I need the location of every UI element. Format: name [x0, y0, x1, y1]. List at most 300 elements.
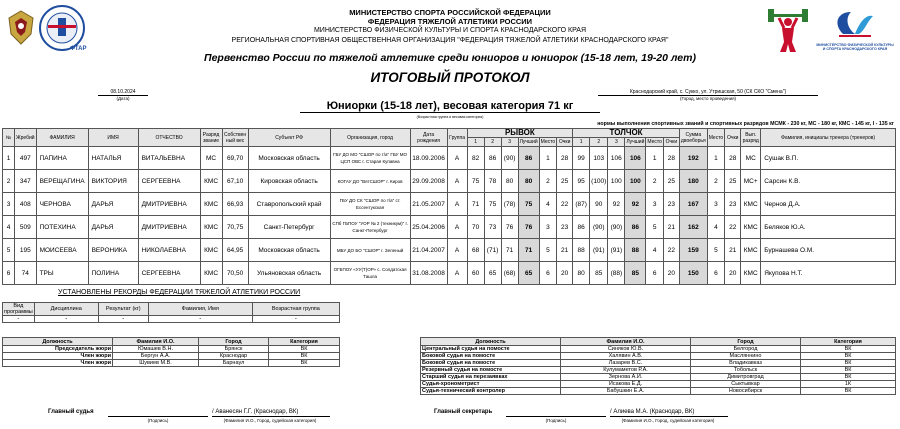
cell-snatch-3: (90) — [501, 147, 518, 170]
cell-snatch-place: 4 — [539, 193, 557, 216]
jury-cat: ВК — [269, 346, 340, 353]
cell-cj-2: 90 — [590, 193, 608, 216]
cell-snatch-1: 82 — [467, 147, 484, 170]
jury-role: Член жюри — [3, 360, 113, 367]
referee-role: Резервный судья на помосте — [421, 367, 561, 374]
cell-snatch-points: 20 — [557, 262, 573, 285]
cell-snatch-points: 25 — [557, 170, 573, 193]
cell-snatch-3: 71 — [501, 239, 518, 262]
col-org: Организация, город — [330, 129, 410, 147]
referee-cat: ВК — [801, 388, 896, 395]
cell-birth: 31.08.2008 — [410, 262, 447, 285]
chief-secretary-sign-line — [506, 416, 606, 417]
cell-coach: Чернов Д.А. — [761, 193, 896, 216]
table-row — [3, 316, 340, 323]
cell-cj-3: (88) — [608, 262, 625, 285]
cell-total-points: 20 — [725, 262, 741, 285]
col-coaches: Фамилия, инициалы тренера (тренеров) — [761, 129, 896, 147]
cell-snatch-1: 75 — [467, 170, 484, 193]
cell-cj-1: 99 — [573, 147, 590, 170]
cell-cj-place: 2 — [646, 170, 664, 193]
cell-done-rank: КМС — [741, 262, 761, 285]
cell-name: НАТАЛЬЯ — [88, 147, 138, 170]
cell-done-rank: КМС — [741, 193, 761, 216]
table-row — [421, 367, 896, 374]
col-group: Группа — [447, 129, 467, 147]
cell-snatch-2: (71) — [484, 239, 501, 262]
cell-snatch-best: 76 — [518, 216, 539, 239]
cell-snatch-best: 65 — [518, 262, 539, 285]
cell-total-place: 6 — [707, 262, 725, 285]
referee-fio: Синяков Ю.В. — [561, 346, 691, 353]
event-place-caption: (Город, место проведения) — [679, 96, 737, 101]
table-row — [3, 170, 896, 193]
chief-judge-sign-line — [108, 416, 208, 417]
cell-birth: 21.05.2007 — [410, 193, 447, 216]
weightlifter-logo — [768, 8, 808, 54]
event-place: Краснодарский край, с. Сукко, ул. Утришская, 50 (СК СКО "Смена") — [598, 89, 818, 96]
cell-cj-2: (91) — [590, 239, 608, 262]
cell-snatch-points: 22 — [557, 193, 573, 216]
table-row — [3, 262, 896, 285]
results-header-row — [3, 129, 896, 138]
referees-header-row — [421, 338, 896, 346]
referee-cat: ВК — [801, 367, 896, 374]
cell-cj-best: 88 — [625, 239, 646, 262]
cell-snatch-best: 80 — [518, 170, 539, 193]
referee-city: Сыктывкар — [691, 381, 801, 388]
jury-fio: Юмашев В.Н. — [113, 346, 199, 353]
referee-fio: Бабушкин Е.А. — [561, 388, 691, 395]
cell-snatch-2: 73 — [484, 216, 501, 239]
cell-cj-best: 106 — [625, 147, 646, 170]
cell-cj-1: 88 — [573, 239, 590, 262]
cell-cj-1: 95 — [573, 170, 590, 193]
referee-role: Центральный судья на помосте — [421, 346, 561, 353]
cell-snatch-points: 21 — [557, 239, 573, 262]
cell-num: 5 — [3, 239, 15, 262]
cell-total-place: 4 — [707, 216, 725, 239]
jury-cat: ВК — [269, 353, 340, 360]
snatch-best: Лучший — [519, 139, 538, 145]
cell-total-place: 2 — [707, 170, 725, 193]
cell-cj-best: 100 — [625, 170, 646, 193]
cell-surname: МОИСЕЕВА — [36, 239, 88, 262]
referee-fio: Кулумаметов Р.А. — [561, 367, 691, 374]
cell-cj-points: 22 — [663, 239, 679, 262]
referee-role: Судья-технический контролер — [421, 388, 561, 395]
snatch-attempt-3: 3 — [501, 138, 518, 147]
cell-cj-place: 3 — [646, 193, 664, 216]
col-patronymic: ОТЧЕСТВО — [138, 129, 200, 147]
referee-city: Владикавказ — [691, 360, 801, 367]
cell-total: 150 — [679, 262, 707, 285]
cell-snatch-3: (78) — [501, 193, 518, 216]
cell-snatch-place: 5 — [539, 239, 557, 262]
col-region: Субъект РФ — [248, 129, 330, 147]
cell-total-points: 25 — [725, 170, 741, 193]
cell-snatch-best: 75 — [518, 193, 539, 216]
cj-attempt-1: 1 — [573, 138, 590, 147]
cell-patronymic: ВИТАЛЬЕВНА — [138, 147, 200, 170]
referees-col-cat: Категория — [801, 338, 896, 346]
table-row — [421, 346, 896, 353]
referee-city: Тобольск — [691, 367, 801, 374]
referees-col-role: Должность — [421, 338, 561, 346]
chief-judge-name-line — [212, 416, 330, 417]
cell-coach: Сарсин К.В. — [761, 170, 896, 193]
referee-city: Димитровград — [691, 374, 801, 381]
cell-group: А — [447, 170, 467, 193]
cj-attempt-2: 2 — [590, 138, 608, 147]
cj-points: Очки — [663, 138, 679, 147]
cell-total-place: 1 — [707, 147, 725, 170]
col-done-rank: Вып. разряд — [741, 129, 761, 147]
cell-snatch-place: 6 — [539, 262, 557, 285]
cell-cj-1: 80 — [573, 262, 590, 285]
jury-city: Краснодар — [199, 353, 269, 360]
cell-snatch-place: 1 — [539, 147, 557, 170]
col-rank: Разряд звание — [200, 129, 222, 147]
records-cell-age: - — [252, 316, 339, 323]
referee-role: Боковой судья на помосте — [421, 353, 561, 360]
col-surname: ФАМИЛИЯ — [36, 129, 88, 147]
col-total: Сумма двоеборья — [679, 129, 707, 147]
table-row — [3, 346, 340, 353]
cell-lot: 195 — [15, 239, 37, 262]
records-cell-result: - — [98, 316, 148, 323]
cell-birth: 21.04.2007 — [410, 239, 447, 262]
referee-cat: ВК — [801, 360, 896, 367]
cell-snatch-2: 86 — [484, 147, 501, 170]
cell-snatch-points: 23 — [557, 216, 573, 239]
jury-role: Член жюри — [3, 353, 113, 360]
cell-name: ВИКТОРИЯ — [88, 170, 138, 193]
jury-city: Барнаул — [199, 360, 269, 367]
cell-cj-1: 86 — [573, 216, 590, 239]
cell-lot: 74 — [15, 262, 37, 285]
cell-cj-place: 1 — [646, 147, 664, 170]
cell-org: КОГАУ ДО "ВятСШОР" г. Киров — [330, 170, 410, 193]
cell-weight: 70,50 — [222, 262, 248, 285]
records-cell-fio: - — [148, 316, 252, 323]
jury-fio: Шувиев М.В. — [113, 360, 199, 367]
cell-snatch-best: 86 — [518, 147, 539, 170]
col-weight: Собствен ный вес — [222, 129, 248, 147]
records-header-row — [3, 303, 340, 316]
russian-emblem-logo — [6, 8, 36, 48]
cell-total-points: 21 — [725, 239, 741, 262]
referee-fio: Зернова А.И. — [561, 374, 691, 381]
cell-coach: Беляков Ю.А. — [761, 216, 896, 239]
cell-weight: 64,95 — [222, 239, 248, 262]
cell-region: Санкт-Петербург — [248, 216, 330, 239]
category-title: Юниорки (15-18 лет), весовая категория 71 кг — [300, 100, 600, 113]
cell-snatch-3: 76 — [501, 216, 518, 239]
cell-cj-points: 21 — [663, 216, 679, 239]
cell-surname: ТРЫ — [36, 262, 88, 285]
col-birth: Дата рождения — [410, 129, 447, 147]
referee-city: Новосибирск — [691, 388, 801, 395]
cell-name: ДАРЬЯ — [88, 216, 138, 239]
cell-num: 1 — [3, 147, 15, 170]
cell-snatch-1: 70 — [467, 216, 484, 239]
jury-role: Председатель жюри — [3, 346, 113, 353]
cell-total-place: 3 — [707, 193, 725, 216]
cell-snatch-2: 75 — [484, 193, 501, 216]
cell-birth: 18.09.2006 — [410, 147, 447, 170]
cell-coach: Бурнашева О.М. — [761, 239, 896, 262]
cell-patronymic: ДМИТРИЕВНА — [138, 216, 200, 239]
cell-lot: 509 — [15, 216, 37, 239]
cell-total-points: 23 — [725, 193, 741, 216]
header-line-1: МИНИСТЕРСТВО СПОРТА РОССИЙСКОЙ ФЕДЕРАЦИИ — [349, 8, 551, 17]
cell-total-points: 28 — [725, 147, 741, 170]
cell-cj-place: 5 — [646, 216, 664, 239]
cell-name: ВЕРОНИКА — [88, 239, 138, 262]
cell-patronymic: НИКОЛАЕВНА — [138, 239, 200, 262]
cell-cj-2: (100) — [590, 170, 608, 193]
cell-weight: 69,70 — [222, 147, 248, 170]
chief-judge-label: Главный судья — [48, 409, 94, 415]
event-date-caption: (Дата) — [116, 96, 130, 101]
cell-snatch-2: 78 — [484, 170, 501, 193]
cell-done-rank: КМС — [741, 216, 761, 239]
cell-cj-3: 92 — [608, 193, 625, 216]
jury-cat: ВК — [269, 360, 340, 367]
cell-lot: 347 — [15, 170, 37, 193]
records-col-age: Возрастная группа — [252, 303, 339, 316]
cell-org: ОГБПОУ «УУ(Т)ОР» с. Солдатская Ташла — [330, 262, 410, 285]
jury-col-city: Город — [199, 338, 269, 346]
cell-total-points: 22 — [725, 216, 741, 239]
referees-col-fio: Фамилия И.О. — [561, 338, 691, 346]
cell-snatch-best: 71 — [518, 239, 539, 262]
cell-total-place: 5 — [707, 239, 725, 262]
cell-num: 4 — [3, 216, 15, 239]
cell-group: А — [447, 216, 467, 239]
referees-col-city: Город — [691, 338, 801, 346]
cell-weight: 70,75 — [222, 216, 248, 239]
ftar-logo: ФТАР — [70, 46, 87, 52]
event-date: 08.10.2024 — [98, 89, 148, 96]
cell-cj-2: (90) — [590, 216, 608, 239]
cell-patronymic: ДМИТРИЕВНА — [138, 193, 200, 216]
records-col-type: Вид программы — [4, 303, 33, 315]
cell-snatch-3: (68) — [501, 262, 518, 285]
cell-snatch-1: 60 — [467, 262, 484, 285]
cell-cj-place: 6 — [646, 262, 664, 285]
cell-region: Ульяновская область — [248, 262, 330, 285]
col-snatch: РЫВОК — [467, 129, 573, 138]
cell-snatch-place: 2 — [539, 170, 557, 193]
cell-num: 3 — [3, 193, 15, 216]
cell-cj-best: 85 — [625, 262, 646, 285]
cell-rank: КМС — [200, 193, 222, 216]
referee-role: Старший судья на перезаявках — [421, 374, 561, 381]
cell-coach: Якупова Н.Т. — [761, 262, 896, 285]
cell-weight: 67,10 — [222, 170, 248, 193]
cell-region: Кировская область — [248, 170, 330, 193]
cell-org: ГБУ ДО МО "СШОР по т/а" ГБУ МО ЦСП ОВС г. Старая Купавна — [330, 147, 410, 170]
cell-cj-3: (91) — [608, 239, 625, 262]
records-table — [2, 302, 340, 323]
cell-done-rank: КМС — [741, 239, 761, 262]
cell-snatch-2: 65 — [484, 262, 501, 285]
referee-fio: Лазарев В.С. — [561, 360, 691, 367]
referee-role: Боковой судья на помосте — [421, 360, 561, 367]
jury-table — [2, 337, 340, 367]
referee-cat: ВК — [801, 346, 896, 353]
cell-org: ГБУ ДО СК "СШОР по т/а" ст. Ессентукская — [330, 193, 410, 216]
chief-secretary-label: Главный секретарь — [434, 409, 493, 415]
cell-total: 167 — [679, 193, 707, 216]
cell-cj-points: 20 — [663, 262, 679, 285]
cell-cj-best: 86 — [625, 216, 646, 239]
cell-coach: Сушак В.П. — [761, 147, 896, 170]
col-total-place: Место — [707, 129, 725, 147]
cell-rank: КМС — [200, 239, 222, 262]
cell-region: Московская область — [248, 239, 330, 262]
cell-weight: 66,93 — [222, 193, 248, 216]
records-cell-discipline: - — [34, 316, 98, 323]
table-row — [3, 239, 896, 262]
protocol-title: ИТОГОВЫЙ ПРОТОКОЛ — [370, 70, 530, 85]
table-row — [421, 353, 896, 360]
cj-best: Лучший — [626, 139, 645, 145]
cell-region: Московская область — [248, 147, 330, 170]
referee-cat: 1К — [801, 381, 896, 388]
cell-cj-3: 106 — [608, 147, 625, 170]
table-row — [3, 216, 896, 239]
referee-cat: ВК — [801, 353, 896, 360]
table-row — [421, 374, 896, 381]
col-total-points: Очки — [725, 129, 741, 147]
cj-attempt-3: 3 — [608, 138, 625, 147]
table-row — [3, 147, 896, 170]
records-cell-type: - — [3, 316, 35, 323]
weightlifting-federation-round-logo — [38, 4, 86, 52]
cell-snatch-points: 28 — [557, 147, 573, 170]
col-lot: Жребий — [15, 129, 37, 147]
header-line-4: РЕГИОНАЛЬНАЯ СПОРТИВНАЯ ОБЩЕСТВЕННАЯ ОРГАНИЗАЦИЯ "ФЕДЕРАЦИЯ ТЯЖЕЛОЙ АТЛЕТИКИ КРАСНОДАРСКОГО КРАЯ" — [231, 37, 669, 44]
cell-group: А — [447, 147, 467, 170]
header-line-2: ФЕДЕРАЦИЯ ТЯЖЕЛОЙ АТЛЕТИКИ РОССИИ — [367, 17, 533, 26]
chief-judge-sign-caption: (Подпись) — [147, 418, 169, 423]
cell-surname: ПАПИНА — [36, 147, 88, 170]
jury-col-role: Должность — [3, 338, 113, 346]
cell-cj-3: 100 — [608, 170, 625, 193]
results-table — [2, 128, 896, 285]
chief-judge-fio-caption: (Фамилия И.О., Город, судейская категория) — [223, 418, 317, 423]
cell-total: 180 — [679, 170, 707, 193]
table-row — [3, 360, 340, 367]
records-col-result: Результат (кг) — [98, 303, 148, 316]
cell-cj-points: 28 — [663, 147, 679, 170]
cell-snatch-place: 3 — [539, 216, 557, 239]
ministry-krasnodar-logo: МИНИСТЕРСТВО ФИЗИЧЕСКОЙ КУЛЬТУРЫ И СПОРТА КРАСНОДАРСКОГО КРАЯ — [815, 8, 895, 58]
snatch-attempt-1: 1 — [467, 138, 484, 147]
cell-surname: ЧЕРНОВА — [36, 193, 88, 216]
cell-snatch-1: 71 — [467, 193, 484, 216]
cell-cj-best: 92 — [625, 193, 646, 216]
cell-num: 6 — [3, 262, 15, 285]
cell-surname: ВЕРЕЩАГИНА — [36, 170, 88, 193]
cell-total: 162 — [679, 216, 707, 239]
cell-name: ПОЛИНА — [88, 262, 138, 285]
cell-birth: 29.09.2008 — [410, 170, 447, 193]
cell-lot: 408 — [15, 193, 37, 216]
referee-city: Масляннино — [691, 353, 801, 360]
table-row — [421, 381, 896, 388]
jury-fio: Бергун А.А. — [113, 353, 199, 360]
cell-snatch-1: 68 — [467, 239, 484, 262]
cell-birth: 25.04.2006 — [410, 216, 447, 239]
cell-rank: МС — [200, 147, 222, 170]
col-clean-jerk: ТОЛЧОК — [573, 129, 680, 138]
cell-group: А — [447, 239, 467, 262]
cell-org: МБУ ДО БО "СШОР" г. Зеленый — [330, 239, 410, 262]
table-row — [421, 388, 896, 395]
jury-city: Брянск — [199, 346, 269, 353]
cell-num: 2 — [3, 170, 15, 193]
records-col-fio: Фамилия, Имя — [148, 303, 252, 316]
table-row — [3, 353, 340, 360]
cell-cj-points: 23 — [663, 193, 679, 216]
col-name: ИМЯ — [88, 129, 138, 147]
chief-secretary-fio-caption: (Фамилия И.О., Город, судейская категория) — [621, 418, 715, 423]
cell-region: Ставропольский край — [248, 193, 330, 216]
cell-lot: 497 — [15, 147, 37, 170]
cell-group: А — [447, 262, 467, 285]
cell-group: А — [447, 193, 467, 216]
cell-cj-place: 4 — [646, 239, 664, 262]
cell-rank: КМС — [200, 170, 222, 193]
cell-cj-2: 85 — [590, 262, 608, 285]
cell-cj-points: 25 — [663, 170, 679, 193]
table-row — [3, 193, 896, 216]
referee-role: Судья-хронометрист — [421, 381, 561, 388]
referee-fio: Халявин А.В. — [561, 353, 691, 360]
cell-patronymic: СЕРГЕЕВНА — [138, 262, 200, 285]
cell-cj-3: (90) — [608, 216, 625, 239]
chief-judge-name: / Аванесян Г.Г. (Краснодар, ВК) — [212, 409, 299, 415]
cell-cj-1: (87) — [573, 193, 590, 216]
col-num: № — [3, 129, 15, 147]
cell-rank: КМС — [200, 216, 222, 239]
championship-title: Первенство России по тяжелой атлетике среди юниоров и юниорок (15-18 лет, 19-20 лет) — [204, 52, 696, 64]
referee-fio: Исакова Е.Д. — [561, 381, 691, 388]
table-row — [421, 360, 896, 367]
cell-total: 159 — [679, 239, 707, 262]
cell-cj-2: 103 — [590, 147, 608, 170]
snatch-attempt-2: 2 — [484, 138, 501, 147]
cell-patronymic: СЕРГЕЕВНА — [138, 170, 200, 193]
cell-org: СПб ГБПОУ "УОР № 2 (техникум)" г. Санкт-Петербург — [330, 216, 410, 239]
cj-place: Место — [647, 139, 662, 145]
cell-snatch-3: 80 — [501, 170, 518, 193]
cell-name: ДАРЬЯ — [88, 193, 138, 216]
cell-done-rank: МС+ — [741, 170, 761, 193]
snatch-place: Место — [540, 139, 556, 145]
header-line-3: МИНИСТЕРСТВО ФИЗИЧЕСКОЙ КУЛЬТУРЫ И СПОРТА КРАСНОДАРСКОГО КРАЯ — [313, 27, 587, 34]
snatch-points: Очки — [557, 138, 573, 147]
chief-secretary-name: / Алиева М.А. (Краснодар, ВК) — [610, 409, 695, 415]
jury-header-row — [3, 338, 340, 346]
referees-table — [420, 337, 896, 395]
chief-secretary-name-line — [610, 416, 728, 417]
category-caption: (Возрастная группа и весовая категория) — [416, 115, 484, 119]
